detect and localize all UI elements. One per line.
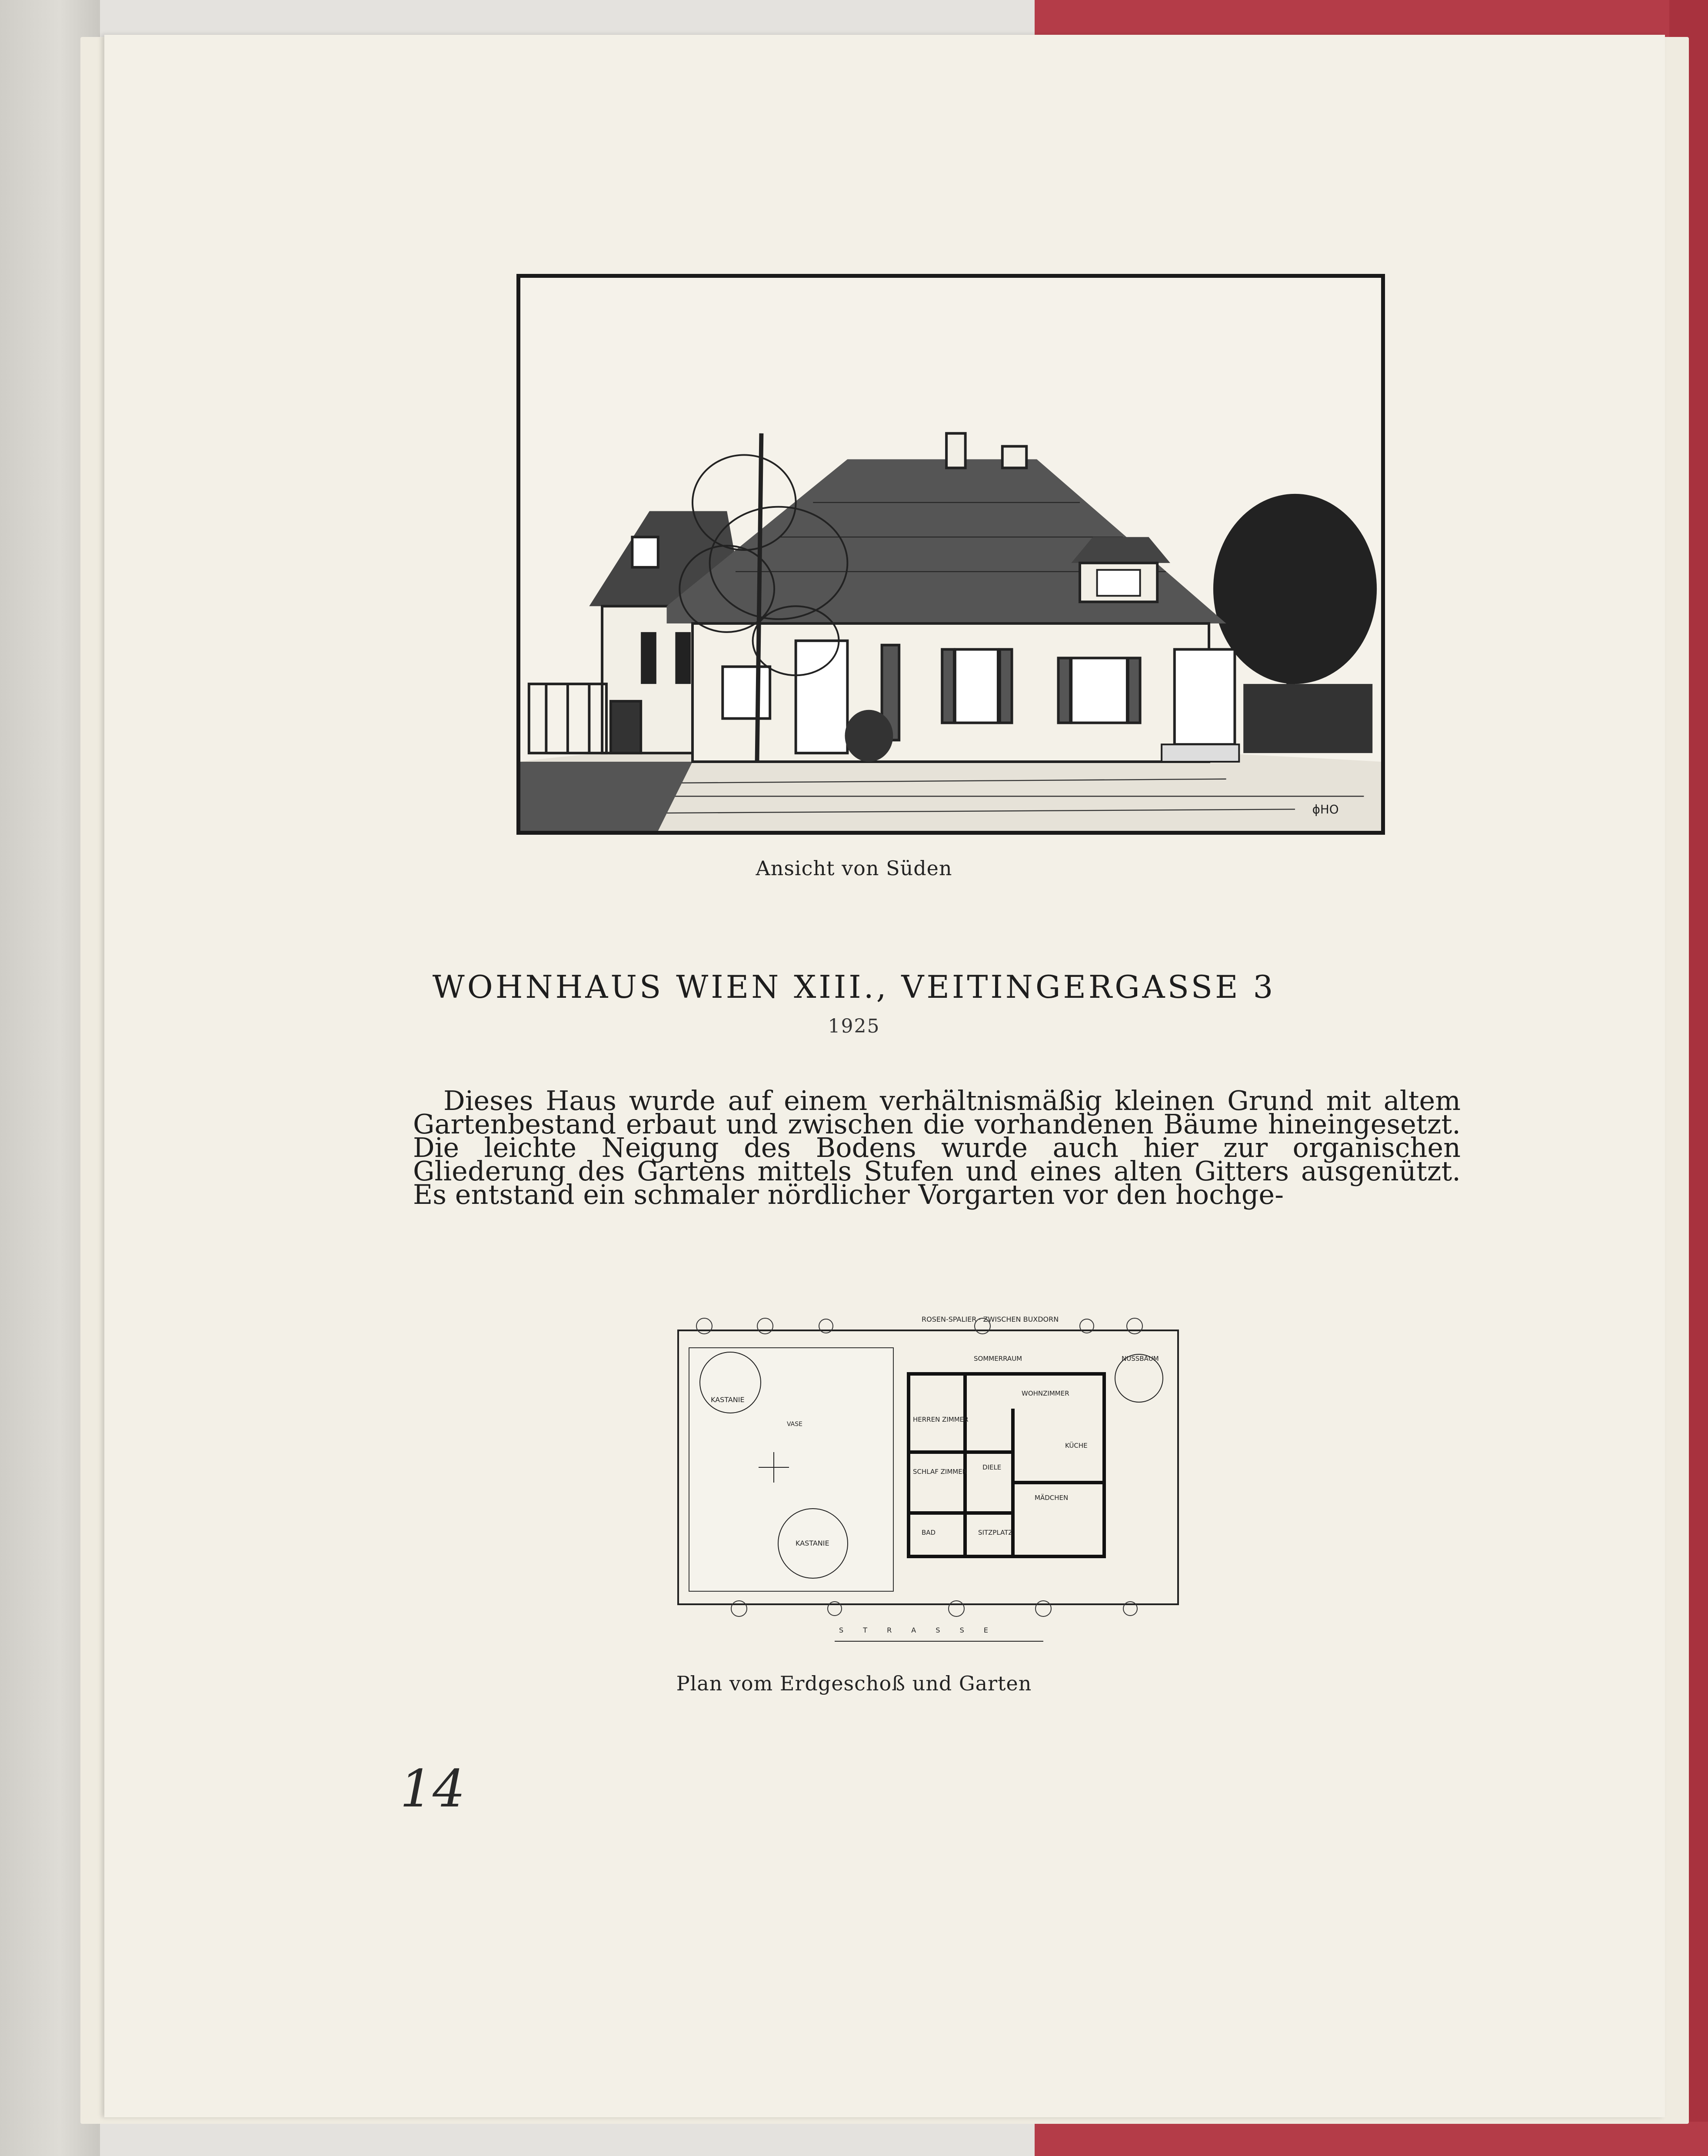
plan-label-sommerraum: SOMMERRAUM bbox=[974, 1355, 1022, 1363]
plan-label-nussbaum: NUSSBAUM bbox=[1122, 1355, 1159, 1363]
article-year: 1925 bbox=[828, 1015, 880, 1037]
image-caption: Ansicht von Süden bbox=[756, 856, 952, 880]
plan-label-strasse: S T R A S S E bbox=[839, 1626, 997, 1634]
floor-plan-drawing bbox=[652, 1309, 1195, 1643]
floor-plan-svg bbox=[652, 1309, 1195, 1643]
plan-label-diele: DIELE bbox=[982, 1463, 1002, 1471]
plan-label-top: ROSEN-SPALIER · ZWISCHEN BUXDORN bbox=[922, 1315, 1059, 1323]
plan-caption: Plan vom Erdgeschoß und Garten bbox=[676, 1672, 1032, 1695]
page-number: 14 bbox=[400, 1759, 466, 1819]
house-illustration bbox=[516, 274, 1385, 835]
plan-label-kastanie-1: KASTANIE bbox=[711, 1396, 745, 1404]
plan-label-maedchen: MÄDCHEN bbox=[1035, 1494, 1069, 1502]
plan-label-bad: BAD bbox=[922, 1529, 936, 1536]
plan-label-wohnzimmer: WOHNZIMMER bbox=[1022, 1390, 1069, 1397]
plan-label-sitzplatz: SITZPLATZ bbox=[978, 1529, 1013, 1536]
plan-label-schlafzimmer: SCHLAF ZIMMER bbox=[913, 1468, 967, 1476]
plan-label-herrenzimmer: HERREN ZIMMER bbox=[913, 1416, 969, 1423]
house-drawing bbox=[520, 278, 1381, 831]
article-title: WOHNHAUS WIEN XIII., VEITINGERGASSE 3 bbox=[432, 969, 1276, 1005]
body-paragraph bbox=[413, 1085, 1461, 1210]
svg-text:ɸHO: ɸHO bbox=[1312, 802, 1339, 817]
plan-label-kastanie-2: KASTANIE bbox=[796, 1539, 829, 1547]
book-cover-bottom bbox=[1035, 2122, 1708, 2156]
plan-label-kueche: KÜCHE bbox=[1065, 1442, 1088, 1450]
body-text: Dieses Haus wurde auf einem verhältnismäßig kleinen Grund mit altem Gartenbestand erbaut und zwischen die vorhandenen Bäume hineingesetzt. Die leichte Neigung des Bodens wurde auch hier zur organischen Gliederung des Gartens mittels Stufen und eines alten Gitters ausgenützt. Es entstand ein schmaler nördlicher Vorgarten vor den hochge- bbox=[413, 1085, 1461, 1210]
plan-label-vase: VASE bbox=[787, 1421, 802, 1428]
